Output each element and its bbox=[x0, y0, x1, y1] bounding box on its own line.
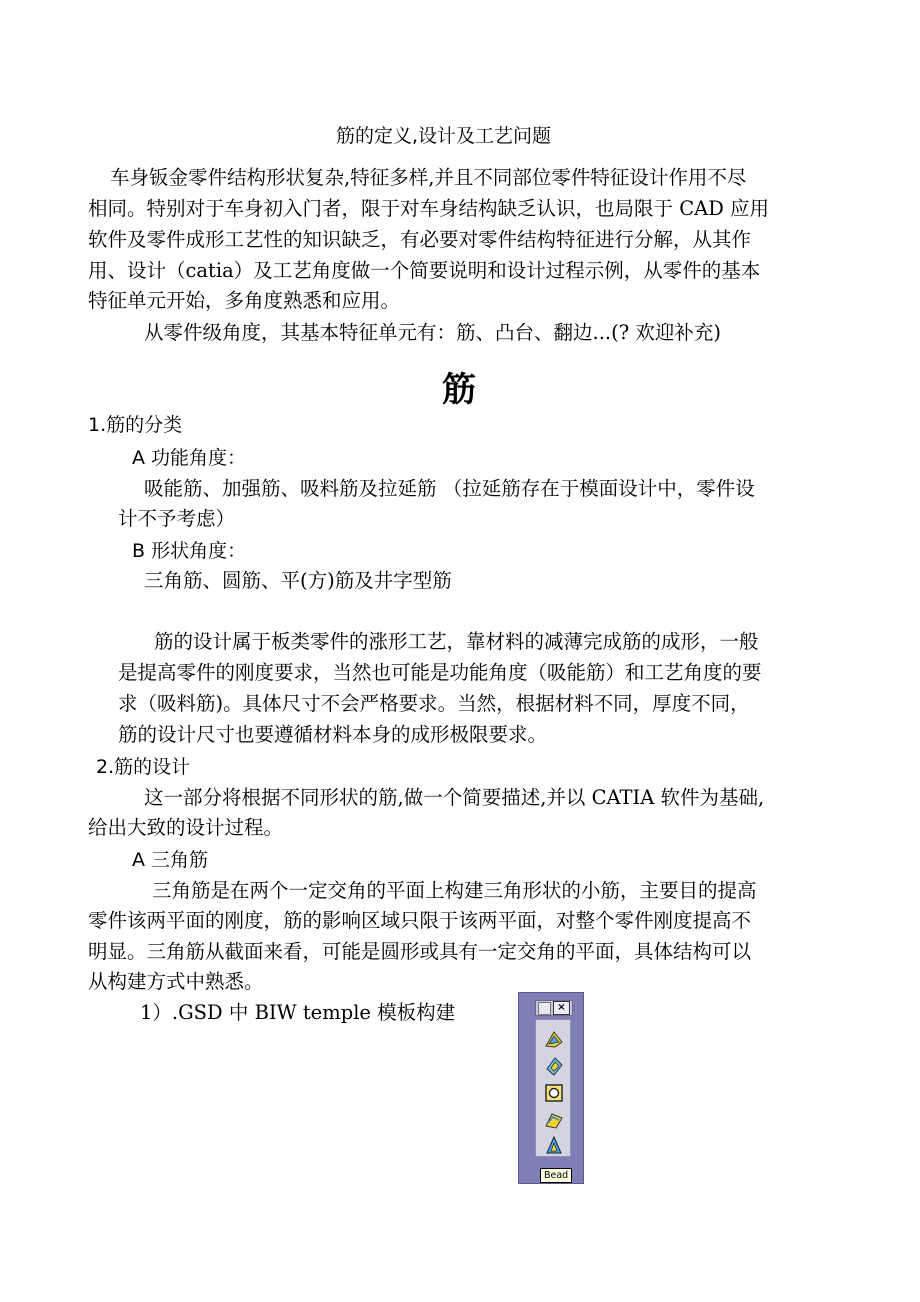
bead-icon-1[interactable] bbox=[543, 1028, 565, 1050]
s2-a-line-2: 零件该两平面的刚度，筋的影响区域只限于该两平面，对整个零件刚度提高不 bbox=[88, 909, 752, 932]
toolbar-grip-icon[interactable] bbox=[538, 1002, 551, 1015]
s1-a-line-1: 吸能筋、加强筋、吸料筋及拉延筋 （拉延筋存在于模面设计中，零件设 bbox=[144, 477, 755, 500]
bead-icon-5[interactable] bbox=[543, 1134, 565, 1156]
biw-toolbar bbox=[518, 992, 584, 1184]
s1-heading: 1.筋的分类 bbox=[88, 414, 183, 436]
s2-a-heading: A 三角筋 bbox=[132, 849, 209, 871]
bead-icon-2[interactable] bbox=[543, 1055, 565, 1077]
intro-line-1: 车身钣金零件结构形状复杂,特征多样,并且不同部位零件特征设计作用不尽 bbox=[110, 166, 747, 189]
s1-para-line-3: 求（吸料筋)。具体尺寸不会严格要求。当然，根据材料不同，厚度不同， bbox=[118, 692, 750, 715]
bead-icon-3[interactable] bbox=[543, 1082, 565, 1104]
s2-a-line-1: 三角筋是在两个一定交角的平面上构建三角形状的小筋，主要目的提高 bbox=[152, 879, 757, 902]
s2-heading: 2.筋的设计 bbox=[96, 756, 191, 778]
intro-line-4: 用、设计（catia）及工艺角度做一个简要说明和设计过程示例，从零件的基本 bbox=[88, 259, 761, 282]
section-title: 筋 bbox=[442, 370, 476, 410]
s2-intro-line-2: 给出大致的设计过程。 bbox=[88, 816, 284, 839]
s2-step-1: 1）.GSD 中 BIW temple 模板构建 bbox=[140, 1001, 456, 1024]
s1-a-line-2: 计不予考虑） bbox=[118, 507, 236, 530]
s2-a-line-3: 明显。三角筋从截面来看，可能是圆形或具有一定交角的平面，具体结构可以 bbox=[88, 940, 752, 963]
intro-line-3: 软件及零件成形工艺性的知识缺乏，有必要对零件结构特征进行分解，从其作 bbox=[88, 228, 752, 251]
toolbar-close-button[interactable]: × bbox=[553, 1001, 570, 1015]
toolbar-title-bar[interactable] bbox=[535, 1000, 573, 1016]
intro-line-2: 相同。特别对于车身初入门者，限于对车身结构缺乏认识，也局限于 CAD 应用 bbox=[88, 197, 770, 220]
s1-b-text: 三角筋、圆筋、平(方)筋及井字型筋 bbox=[144, 569, 452, 592]
intro-line-6: 从零件级角度，其基本特征单元有：筋、凸台、翻边...(? 欢迎补充) bbox=[144, 321, 721, 344]
s1-b-heading: B 形状角度： bbox=[132, 540, 247, 562]
document-title: 筋的定义,设计及工艺问题 bbox=[336, 125, 552, 147]
bead-tooltip: Bead bbox=[540, 1168, 572, 1183]
s2-a-line-4: 从构建方式中熟悉。 bbox=[88, 970, 264, 993]
s2-intro-line-1: 这一部分将根据不同形状的筋,做一个简要描述,并以 CATIA 软件为基础, bbox=[144, 786, 765, 809]
intro-line-5: 特征单元开始，多角度熟悉和应用。 bbox=[88, 289, 401, 312]
s1-para-line-2: 是提高零件的刚度要求，当然也可能是功能角度（吸能筋）和工艺角度的要 bbox=[118, 661, 762, 684]
toolbar-button-panel bbox=[535, 1019, 571, 1157]
s1-para-line-4: 筋的设计尺寸也要遵循材料本身的成形极限要求。 bbox=[118, 723, 548, 746]
bead-icon-4[interactable] bbox=[543, 1109, 565, 1131]
s1-para-line-1: 筋的设计属于板类零件的涨形工艺，靠材料的减薄完成筋的成形，一般 bbox=[154, 630, 759, 653]
s1-a-heading: A 功能角度： bbox=[132, 447, 247, 469]
